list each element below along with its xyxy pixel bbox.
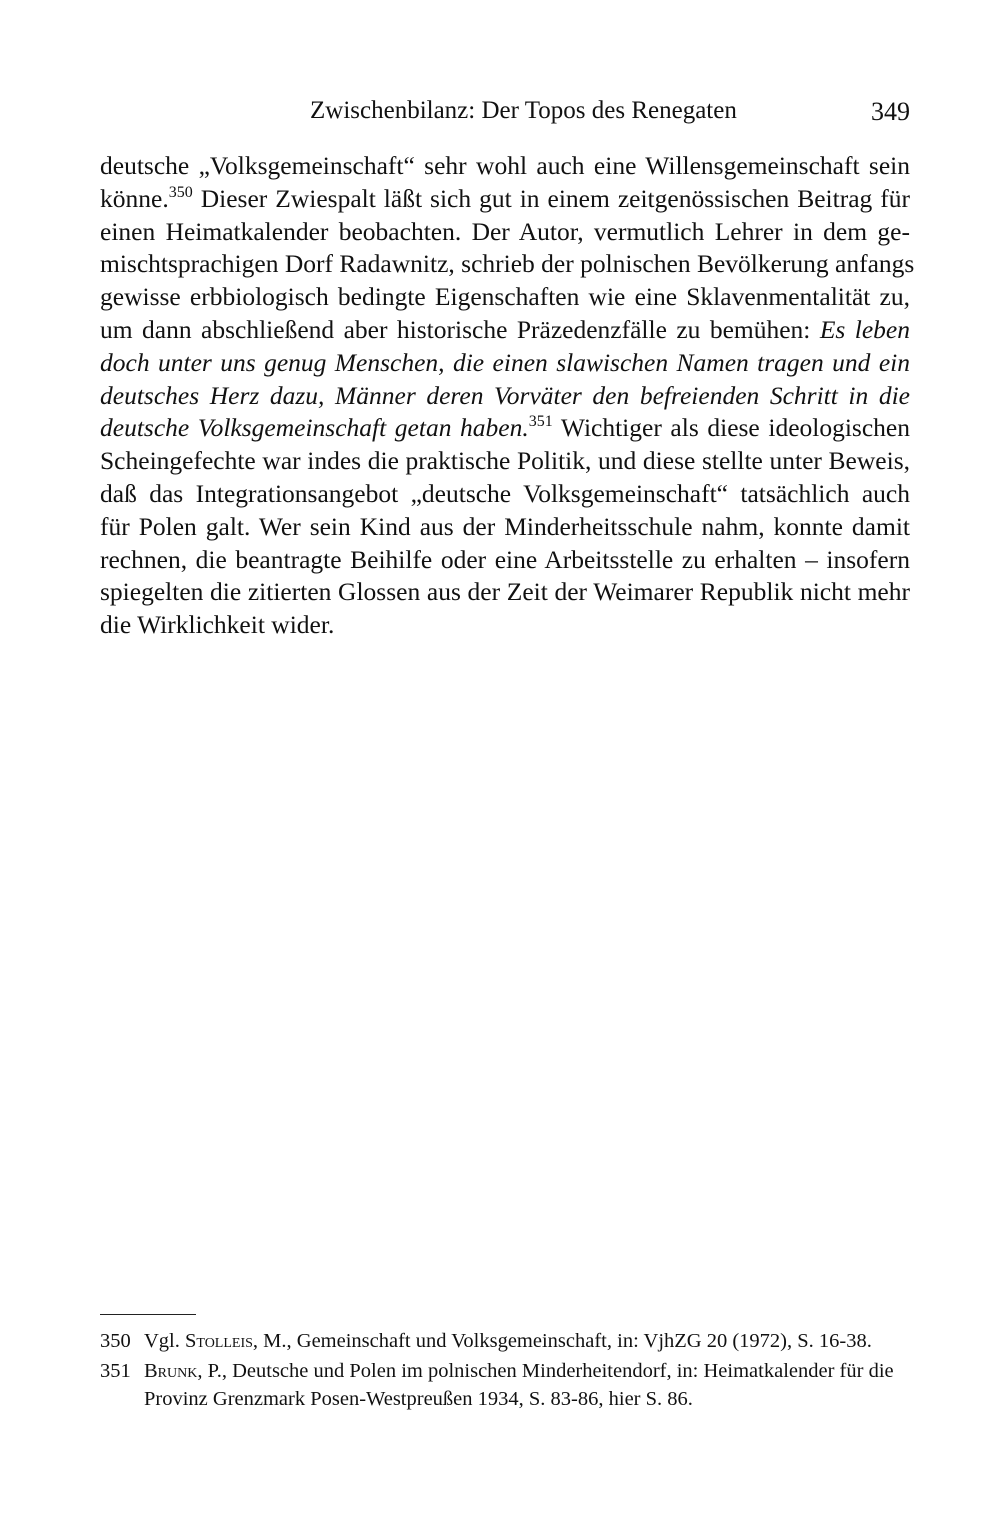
text-line: könne.$^{350}$ Dieser Zwiespalt läßt sich gut in einem zeitgenössischen Beitrag für [100, 183, 910, 213]
footnote-author: Brunk [144, 1360, 198, 1382]
footnote-author: Stolleis [185, 1330, 253, 1352]
text-line: rechnen, die beantragte Beihilfe oder eine Arbeitsstelle zu erhalten – insofern [100, 544, 910, 574]
footnote-number: 350 [100, 1330, 131, 1352]
page-header [100, 97, 910, 137]
text-line: für Polen galt. Wer sein Kind aus der Minderheitsschule nahm, konnte damit [100, 511, 910, 541]
footnote-ref-351[interactable]: 351 [528, 413, 553, 431]
footnote-ref-350[interactable]: 350 [168, 183, 193, 201]
quotation: deutsche Volksgemeinschaft getan haben. [100, 413, 529, 443]
footnote-number: 351 [100, 1360, 131, 1382]
footnote-350: 350 Vgl. Stolleis, M., Gemeinschaft und Volksgemeinschaft, in: VjhZG 20 (1972), S. 16-38. [100, 1327, 920, 1355]
text-line: Scheingefechte war indes die praktische Politik, und diese stellte unter Beweis, [100, 446, 910, 476]
text-line: deutsche „Volksgemeinschaft“ sehr wohl auch eine Willensgemeinschaft sein [100, 151, 910, 180]
text-line: spiegelten die zitierten Glossen aus der Zeit der Weimarer Republik nicht mehr [100, 577, 910, 607]
body-paragraph [100, 150, 915, 642]
text-line: die Wirklichkeit wider. [100, 610, 335, 640]
text-line: mischtsprachigen Dorf Radawnitz, schrieb der polnischen Bevölkerung anfangs [100, 249, 915, 279]
text-line: einen Heimatkalender beobachten. Der Autor, vermutlich Lehrer in dem ge- [100, 216, 910, 246]
page-number: 349 [871, 97, 910, 126]
footnote-351: 351 Brunk, P., Deutsche und Polen im polnischen Minderheitendorf, in: Heimatkalender für die Provinz Grenzmark Posen-Westpreußen 1934, S. 83-86, hier S. 86. [100, 1357, 920, 1413]
quotation-line: deutsches Herz dazu, Männer deren Vorväter den befreienden Schritt in die [100, 380, 910, 410]
text-line: um dann abschließend aber historische Präzedenzfälle zu bemühen: Es leben [100, 314, 910, 344]
text-line: daß das Integrationsangebot „deutsche Volksgemeinschaft“ tatsächlich auch [100, 478, 910, 508]
running-head: Zwischenbilanz: Der Topos des Renegaten [310, 97, 737, 124]
footnotes [100, 1327, 920, 1415]
footnote-divider [100, 1314, 196, 1315]
quotation-line: doch unter uns genug Menschen, die einen slawischen Namen tragen und ein [100, 347, 910, 377]
quotation: Es leben [819, 314, 910, 344]
text-line: deutsche Volksgemeinschaft getan haben.$^{351}$ Wichtiger als diese ideologischen [100, 413, 910, 443]
text-line: gewisse erbbiologisch bedingte Eigenschaften wie eine Sklavenmentalität zu, [100, 282, 910, 312]
